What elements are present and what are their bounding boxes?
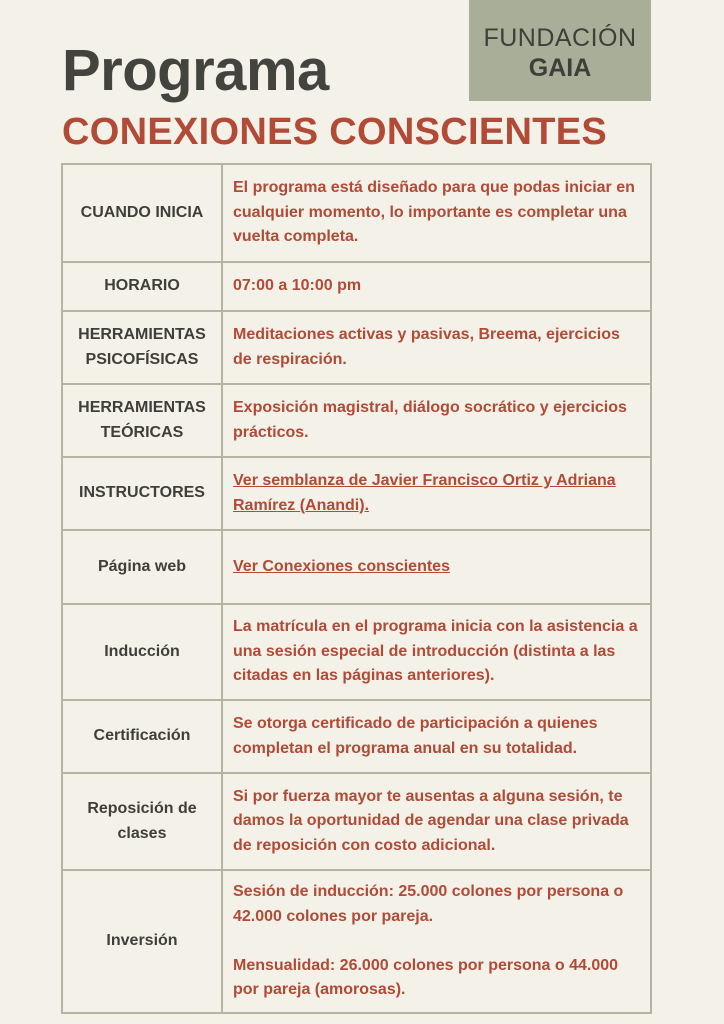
row-value: Se otorga certificado de participación a quienes completan el programa anual en su totalidad. (222, 700, 651, 773)
row-value: El programa está diseñado para que podas iniciar en cualquier momento, lo importante es completar una vuelta completa. (222, 164, 651, 262)
row-label: INSTRUCTORES (62, 457, 222, 530)
table-row (62, 604, 651, 700)
row-label: Inducción (62, 604, 222, 700)
row-value-2: Mensualidad: 26.000 colones por persona o 44.000 por pareja (amorosas). (233, 956, 619, 999)
row-label: Inversión (62, 870, 222, 1013)
table-row (62, 870, 651, 1013)
instructors-link[interactable]: Ver semblanza de Javier Francisco Ortiz y Adriana Ramírez (Anandi). (233, 472, 616, 514)
row-value: La matrícula en el programa inicia con la asistencia a una sesión especial de introducción (distinta a las citadas en las páginas anteriores). (222, 604, 651, 700)
row-value: 07:00 a 10:00 pm (222, 262, 651, 311)
program-info-table (61, 163, 652, 1014)
badge-line-2: GAIA (528, 53, 592, 82)
row-label: HORARIO (62, 262, 222, 311)
page-subtitle: CONEXIONES CONSCIENTES (62, 111, 608, 153)
row-value: Sesión de inducción: 25.000 colones por persona o 42.000 colones por pareja. (233, 883, 624, 925)
row-label: Certificación (62, 700, 222, 773)
row-label: Reposición de clases (62, 773, 222, 870)
row-label: HERRAMIENTAS TEÓRICAS (62, 384, 222, 457)
table-row (62, 262, 651, 311)
foundation-badge (469, 0, 651, 101)
table-row (62, 773, 651, 870)
row-value: Exposición magistral, diálogo socrático y ejercicios prácticos. (222, 384, 651, 457)
row-label: Página web (62, 530, 222, 604)
table-row (62, 457, 651, 530)
row-value: Si por fuerza mayor te ausentas a alguna sesión, te damos la oportunidad de agendar una clase privada de reposición con costo adicional. (222, 773, 651, 870)
table-row (62, 384, 651, 457)
table-row (62, 700, 651, 773)
badge-line-1: FUNDACIÓN (483, 23, 637, 52)
row-value: Meditaciones activas y pasivas, Breema, ejercicios de respiración. (222, 311, 651, 384)
table-row (62, 530, 651, 604)
page-title: Programa (62, 38, 329, 103)
spacer (233, 929, 640, 954)
row-label: HERRAMIENTAS PSICOFÍSICAS (62, 311, 222, 384)
row-label: CUANDO INICIA (62, 164, 222, 262)
website-link[interactable]: Ver Conexiones conscientes (233, 557, 450, 575)
table-row (62, 164, 651, 262)
table-row (62, 311, 651, 384)
